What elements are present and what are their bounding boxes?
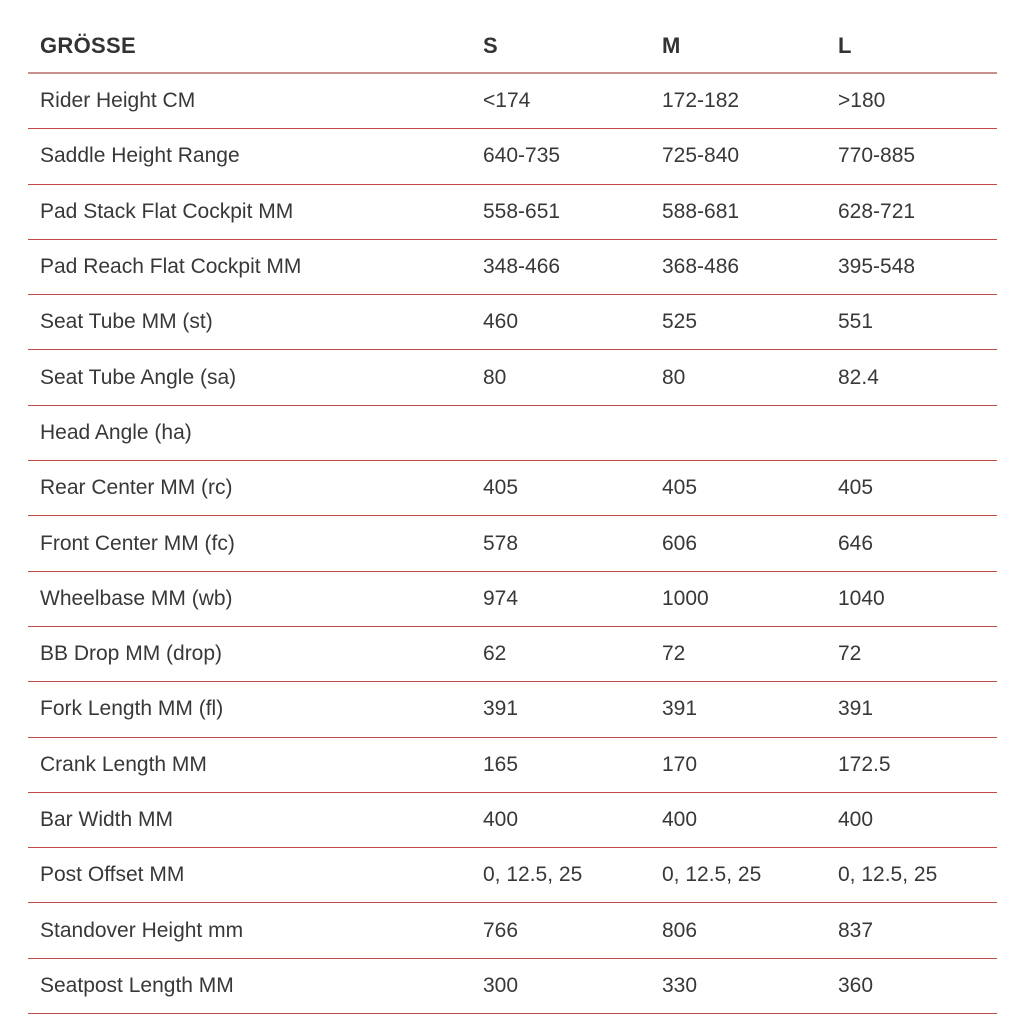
cell-value-m: 391 — [662, 697, 698, 721]
cell-value-m: 588-681 — [662, 199, 740, 223]
row-label: Seatpost Length MM — [40, 973, 234, 997]
cell-value-m: 1000 — [662, 586, 709, 610]
header-size-label: GRÖSSE — [40, 33, 136, 58]
row-label: Rear Center MM (rc) — [40, 476, 233, 500]
cell-value-l: 837 — [838, 918, 874, 942]
cell-value-s: 400 — [483, 808, 519, 831]
table-row — [28, 516, 997, 571]
cell-value-s: 300 — [483, 973, 519, 997]
row-label: Standover Height mm — [40, 918, 244, 942]
table-row — [28, 903, 997, 958]
cell-value-s: 391 — [483, 697, 519, 721]
cell-value-s: <174 — [483, 89, 531, 113]
table-row — [28, 295, 997, 350]
cell-value-s: 766 — [483, 918, 519, 942]
row-label: Wheelbase MM (wb) — [40, 586, 233, 610]
row-label: Seat Tube Angle (sa) — [40, 365, 237, 389]
table-row — [28, 682, 997, 737]
header-col-l: L — [838, 33, 852, 58]
table-row — [28, 240, 997, 295]
cell-value-l: 770-885 — [838, 144, 916, 168]
cell-value-m: 172-182 — [662, 89, 740, 113]
cell-value-l: 82.4 — [838, 365, 879, 389]
cell-value-l: 172.5 — [838, 752, 891, 776]
cell-value-m: 72 — [662, 642, 686, 666]
cell-value-m: 330 — [662, 973, 698, 997]
table-row — [28, 406, 997, 461]
cell-value-m: 170 — [662, 752, 698, 776]
row-label: Post Offset MM — [40, 863, 185, 887]
table-header-row — [28, 20, 997, 74]
table-row — [28, 129, 997, 184]
cell-value-m: 368-486 — [662, 255, 740, 279]
cell-value-m: 606 — [662, 531, 698, 555]
table-row — [28, 74, 997, 129]
cell-value-m: 0, 12.5, 25 — [662, 863, 762, 887]
cell-value-s: 0, 12.5, 25 — [483, 863, 583, 887]
cell-value-m: 806 — [662, 918, 698, 942]
header-col-m: M — [662, 33, 681, 58]
cell-value-l: 395-548 — [838, 255, 916, 279]
cell-value-s: 974 — [483, 586, 519, 610]
table-row — [28, 793, 997, 848]
cell-value-l: 628-721 — [838, 199, 916, 223]
cell-value-l: 0, 12.5, 25 — [838, 863, 938, 887]
cell-value-s: 558-651 — [483, 199, 561, 223]
cell-value-m: 80 — [662, 365, 686, 389]
cell-value-l: 405 — [838, 476, 874, 500]
cell-value-s: 405 — [483, 476, 519, 500]
geometry-table — [28, 20, 997, 1014]
cell-value-m: 525 — [662, 310, 698, 334]
table-row — [28, 185, 997, 240]
row-label: Pad Reach Flat Cockpit MM — [40, 255, 302, 279]
table-row — [28, 627, 997, 682]
cell-value-l: >180 — [838, 89, 886, 113]
row-label: Front Center MM (fc) — [40, 531, 235, 555]
row-label: BB Drop MM (drop) — [40, 642, 223, 666]
row-label: Bar Width MM — [40, 808, 174, 831]
cell-value-l: 400 — [838, 808, 874, 831]
cell-value-l: 360 — [838, 973, 874, 997]
row-label: Rider Height CM — [40, 89, 196, 113]
row-label: Pad Stack Flat Cockpit MM — [40, 199, 294, 223]
cell-value-s: 348-466 — [483, 255, 561, 279]
table-row — [28, 848, 997, 903]
cell-value-l: 1040 — [838, 586, 885, 610]
cell-value-s: 578 — [483, 531, 519, 555]
cell-value-m: 725-840 — [662, 144, 740, 168]
cell-value-m: 405 — [662, 476, 698, 500]
cell-value-l: 391 — [838, 697, 874, 721]
table-row — [28, 738, 997, 793]
cell-value-s: 165 — [483, 752, 519, 776]
table-row — [28, 572, 997, 627]
row-label: Fork Length MM (fl) — [40, 697, 224, 721]
cell-value-s: 62 — [483, 642, 507, 666]
cell-value-m: 400 — [662, 808, 698, 831]
row-label: Seat Tube MM (st) — [40, 310, 213, 334]
cell-value-l: 72 — [838, 642, 862, 666]
row-label: Saddle Height Range — [40, 144, 240, 168]
table-row — [28, 350, 997, 405]
cell-value-s: 460 — [483, 310, 519, 334]
table-row — [28, 461, 997, 516]
cell-value-l: 646 — [838, 531, 874, 555]
cell-value-l: 551 — [838, 310, 874, 334]
table-row — [28, 959, 997, 1014]
row-label: Crank Length MM — [40, 752, 207, 776]
header-col-s: S — [483, 33, 498, 58]
row-label: Head Angle (ha) — [40, 420, 192, 444]
cell-value-s: 640-735 — [483, 144, 561, 168]
cell-value-s: 80 — [483, 365, 507, 389]
